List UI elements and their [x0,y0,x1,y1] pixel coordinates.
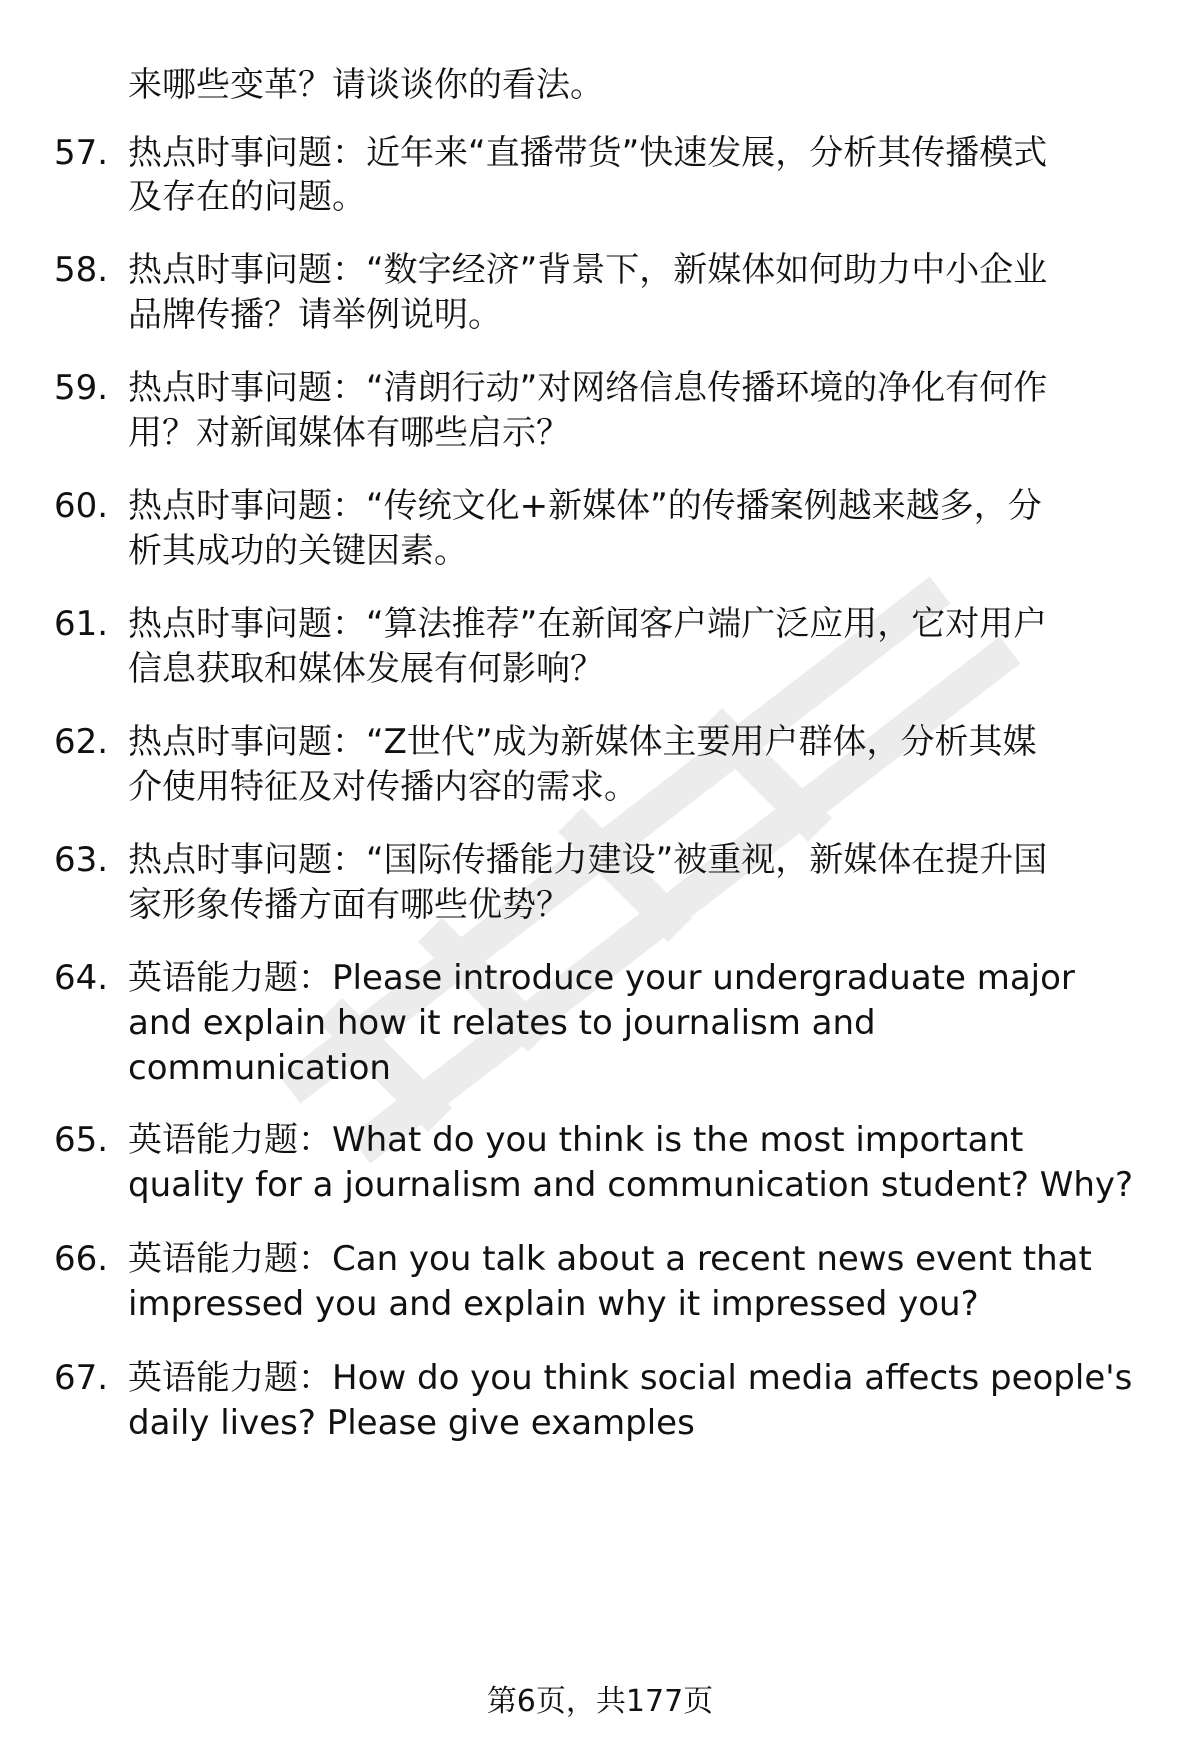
question-text-line: 品牌传播？请举例说明。 [128,295,502,335]
question-text-line: 热点时事问题：近年来“直播带货”快速发展，分析其传播模式 [128,133,1048,173]
question-text-line: 英语能力题：How do you think social media affects people's [128,1358,1133,1398]
question-text-line: 热点时事问题：“国际传播能力建设”被重视，新媒体在提升国 [128,840,1048,880]
question-number: 59. [54,368,109,408]
question-number: 64. [54,958,109,998]
question-number: 67. [54,1358,109,1398]
page-footer: 第6页，共177页 [486,1684,714,1719]
question-text-line: impressed you and explain why it impressed you? [128,1284,979,1324]
question-text-line: 析其成功的关键因素。 [128,531,468,571]
question-text-line: 信息获取和媒体发展有何影响？ [128,649,604,689]
question-text-line: 用？对新闻媒体有哪些启示？ [128,413,570,453]
question-text-line: 热点时事问题：“清朗行动”对网络信息传播环境的净化有何作 [128,368,1048,408]
question-number: 63. [54,840,109,880]
question-number: 61. [54,604,109,644]
question-text-line: 热点时事问题：“数字经济”背景下，新媒体如何助力中小企业 [128,250,1048,290]
question-text-line: 热点时事问题：“传统文化+新媒体”的传播案例越来越多，分 [128,486,1042,526]
question-number: 66. [54,1239,109,1279]
continued-question-line: 来哪些变革？请谈谈你的看法。 [128,65,604,105]
question-text-line: communication [128,1048,391,1088]
question-text-line: and explain how it relates to journalism and [128,1003,876,1043]
question-text-line: quality for a journalism and communication student? Why? [128,1165,1134,1205]
question-text-line: 英语能力题：Please introduce your undergraduate major [128,958,1075,998]
question-text-line: 热点时事问题：“Z世代”成为新媒体主要用户群体，分析其媒 [128,722,1037,762]
question-number: 58. [54,250,109,290]
question-text-line: 英语能力题：What do you think is the most important [128,1120,1024,1160]
question-text-line: 及存在的问题。 [128,177,366,217]
question-text-line: 介使用特征及对传播内容的需求。 [128,767,638,807]
question-number: 62. [54,722,109,762]
question-text-line: 家形象传播方面有哪些优势？ [128,885,570,925]
question-number: 60. [54,486,109,526]
question-text-line: daily lives? Please give examples [128,1403,695,1443]
question-number: 57. [54,133,109,173]
question-number: 65. [54,1120,109,1160]
question-text-line: 热点时事问题：“算法推荐”在新闻客户端广泛应用，它对用户 [128,604,1048,644]
question-text-line: 英语能力题：Can you talk about a recent news event that [128,1239,1092,1279]
